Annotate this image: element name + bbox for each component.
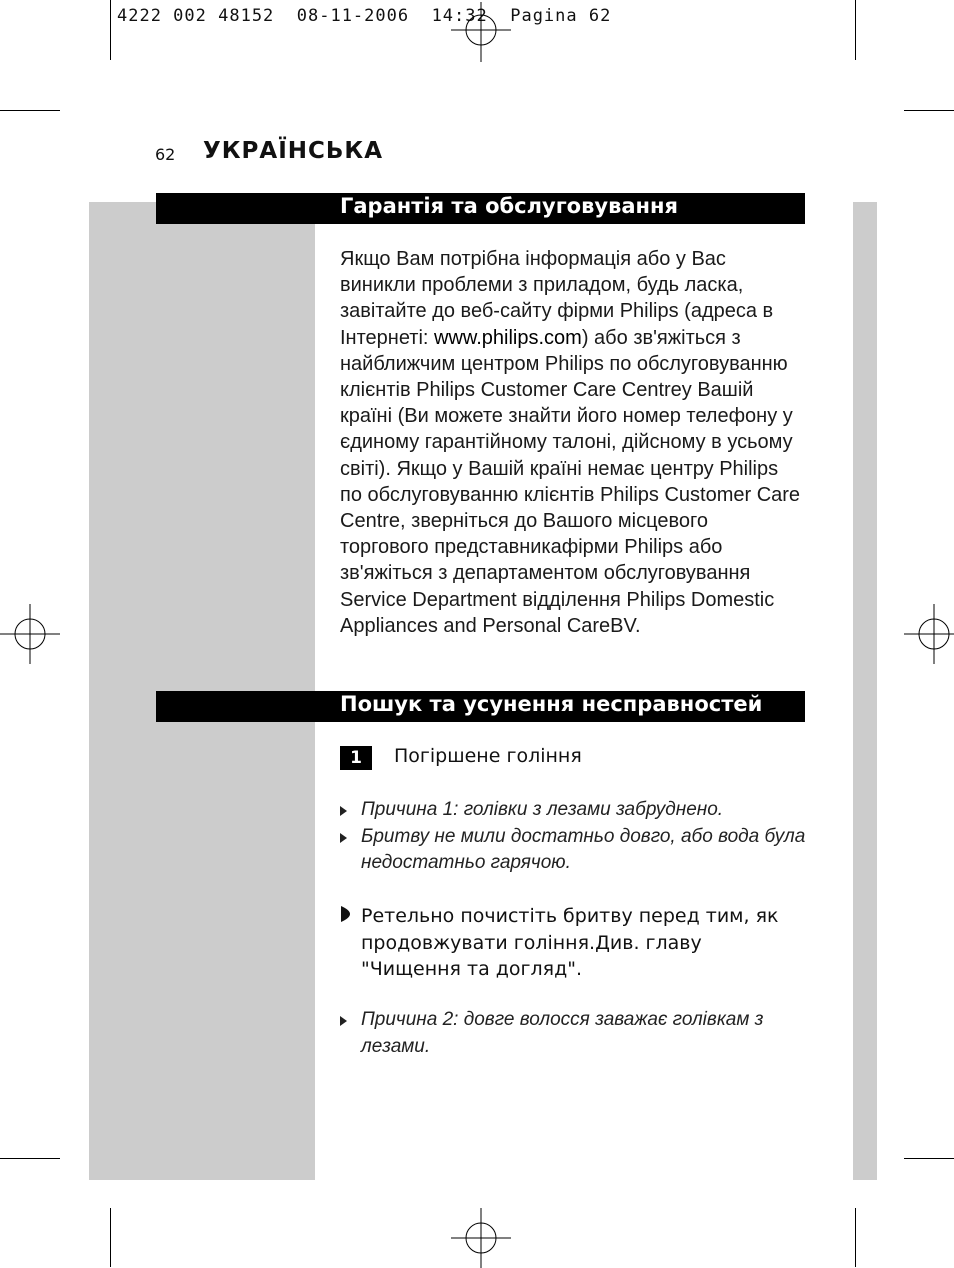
printer-slug: 4222 002 48152 08-11-2006 14:32 Pagina 62 bbox=[117, 6, 612, 26]
cause-text: Причина 2: довге волосся заважає голівкам з лезами. bbox=[361, 1009, 764, 1057]
section-header-bar bbox=[156, 193, 805, 224]
section-title: Гарантія та обслуговування bbox=[340, 194, 679, 218]
crop-mark bbox=[855, 0, 856, 60]
right-margin-panel bbox=[853, 202, 877, 1180]
cause-text: Бритву не мили достатньо довго, або вода була недостатньо гарячою. bbox=[361, 825, 806, 873]
action-text: Ретельно почистіть бритву перед тим, як продовжувати гоління.Див. главу "Чищення та догляд". bbox=[361, 905, 779, 980]
page-number: 62 bbox=[155, 145, 176, 164]
philips-url-link[interactable]: www.philips.com bbox=[434, 326, 582, 349]
triangle-bullet-icon bbox=[340, 833, 347, 843]
crop-mark bbox=[904, 110, 954, 111]
crop-mark bbox=[855, 1208, 856, 1267]
cause-list bbox=[340, 797, 810, 877]
section-header-bar bbox=[156, 691, 805, 722]
crop-mark bbox=[0, 110, 60, 111]
triangle-bullet-icon bbox=[340, 806, 347, 816]
crop-mark bbox=[110, 1208, 111, 1267]
crop-mark bbox=[904, 1158, 954, 1159]
language-title: УКРАЇНСЬКА bbox=[203, 138, 384, 164]
cause-list bbox=[340, 1007, 810, 1060]
triangle-bullet-icon bbox=[340, 1016, 347, 1026]
cause-text: Причина 1: голівки з лезами забруднено. bbox=[361, 799, 724, 820]
registration-mark-icon bbox=[904, 604, 954, 664]
crop-mark bbox=[110, 0, 111, 60]
list-item bbox=[340, 824, 810, 877]
warranty-paragraph bbox=[340, 246, 802, 639]
paragraph-text: ) або зв'яжіться з найближчим центром Philips по обслуговуванню клієнтів Philips Customer Care Centrey Вашій країні (Ви можете знайти його номер телефону у єдиному гарантійному талоні, дійсному в усьому світі). Якщо у Вашій країні немає центру Philips по обслуговуванню клієнтів Philips Customer Care Centre, зверніться до Вашого місцевого торгового представникафірми Philips або зв'яжіться з департаментом обслуговування Service Department відділення Philips Domestic Appliances and Personal CareBV. bbox=[340, 326, 801, 637]
list-item bbox=[340, 1007, 810, 1060]
problem-number-badge: 1 bbox=[340, 746, 372, 770]
problem-title: Погіршене гоління bbox=[394, 745, 582, 767]
crop-mark bbox=[0, 1158, 60, 1159]
list-item bbox=[340, 797, 810, 824]
action-arrow-icon bbox=[341, 906, 351, 922]
section-title: Пошук та усунення несправностей bbox=[340, 692, 763, 716]
registration-mark-icon bbox=[0, 604, 60, 664]
registration-mark-icon bbox=[451, 1208, 511, 1268]
registration-mark-icon bbox=[451, 2, 511, 62]
paragraph-text: Якщо Вам потрібна інформація або у Вас виникли проблеми з приладом, будь ласка, завітайте до веб-сайту фірми Philips (адреса в Інтернеті: bbox=[340, 248, 774, 349]
